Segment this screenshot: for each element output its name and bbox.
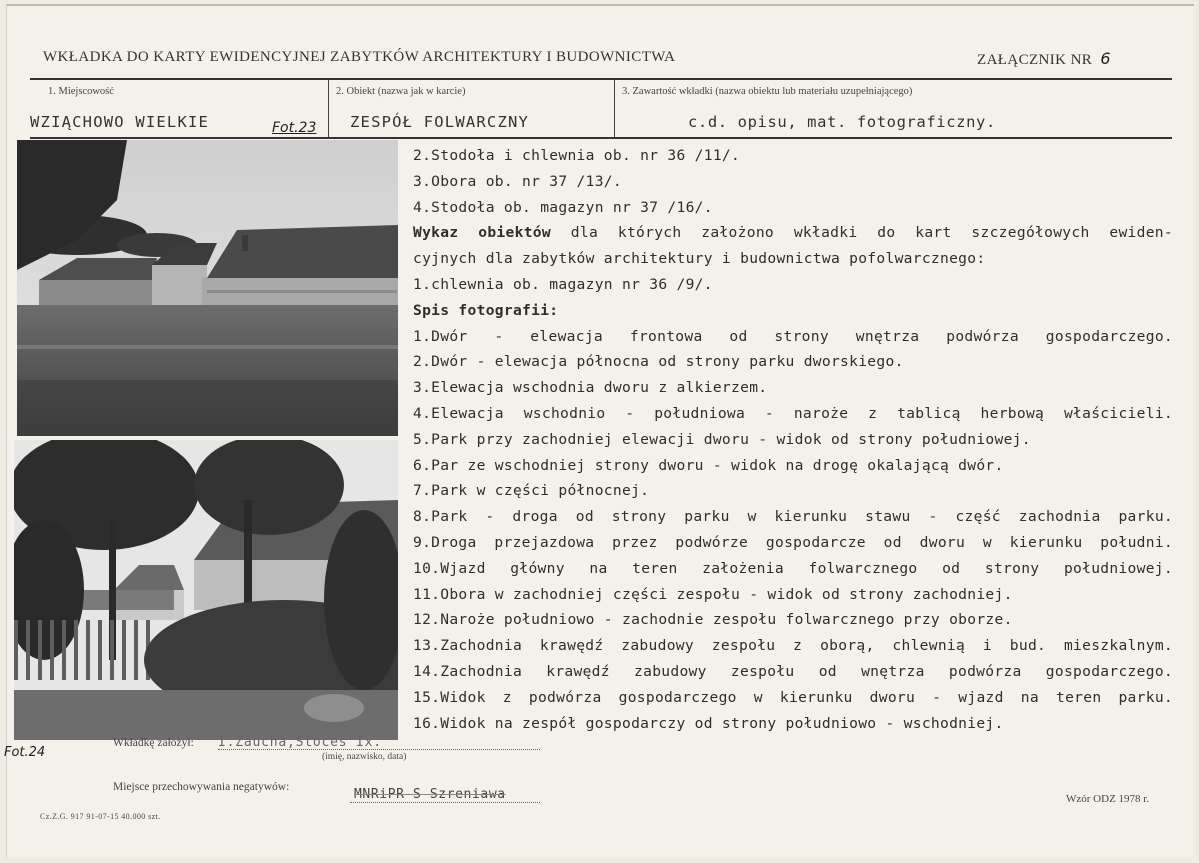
description-line-text: 2.Dwór - elewacja północna od strony parku dworskiego.	[413, 353, 904, 371]
description-line	[413, 504, 1173, 530]
photo-label-top: Fot.23	[272, 120, 317, 136]
description-line-text: 8.Park - droga od strony parku w kierunku stawu - część zachodnia parku.	[413, 508, 1173, 526]
description-line-text: 16.Widok na zespół gospodarczy od strony południowo - wschodniej.	[413, 714, 1004, 732]
description-line	[413, 607, 1173, 633]
description-line-text: 7.Park w części północnej.	[413, 482, 650, 500]
header-rule-top	[30, 78, 1172, 80]
form-title: WKŁADKA DO KARTY EWIDENCYJNEJ ZABYTKÓW ARCHITEKTURY I BUDOWNICTWA	[43, 49, 676, 65]
description-line	[413, 169, 1173, 195]
field-divider-1	[328, 80, 329, 137]
description-line	[413, 143, 1173, 169]
description-line-text: 2.Stodoła i chlewnia ob. nr 36 /11/.	[413, 147, 741, 164]
description-line	[413, 220, 1173, 246]
description-line	[413, 401, 1173, 427]
description-line	[413, 349, 1173, 375]
description-line	[413, 453, 1173, 479]
negatives-value: MNRiPR-S Szreniawa	[354, 787, 506, 802]
description-line-text: 13.Zachodnia krawędź zabudowy zespołu z oborą, chlewnią i bud. mieszkalnym.	[413, 637, 1173, 655]
description-line-text: 14.Zachodnia krawędź zabudowy zespołu od wnętrza podwórza gospodarczego.	[413, 662, 1173, 680]
description-line	[413, 375, 1173, 401]
description-line-text: 4.Stodoła ob. magazyn nr 37 /16/.	[413, 198, 713, 216]
negatives-label: Miejsce przechowywania negatywów:	[113, 781, 290, 793]
description-line	[413, 298, 1173, 324]
description-line	[413, 324, 1173, 350]
photo-trees-and-fence	[14, 440, 398, 740]
header-rule-bottom	[30, 137, 1172, 139]
description-line-text: 15.Widok z podwórza gospodarczego w kierunku dworu - wjazd na teren parku.	[413, 688, 1173, 706]
field-divider-2	[614, 80, 615, 137]
description-line	[413, 659, 1173, 685]
description-line	[413, 478, 1173, 504]
locality-value: WZIĄCHOWO WIELKIE	[30, 113, 210, 131]
author-hint: (imię, nazwisko, data)	[322, 752, 407, 762]
form-code: Wzór ODZ 1978 r.	[1066, 793, 1150, 805]
locality-label: 1. Miejscowość	[48, 86, 114, 97]
description-line-text: 3.Obora ob. nr 37 /13/.	[413, 172, 622, 190]
attachment-number: 6	[1100, 49, 1111, 68]
description-line-text: 10.Wjazd główny na teren założenia folwarcznego od strony południowej.	[413, 559, 1173, 577]
author-value: I.Zaucha,Stoces Ix.	[218, 735, 382, 750]
description-text	[413, 143, 1173, 736]
negatives-dotted-line	[350, 802, 540, 803]
description-line	[413, 633, 1173, 659]
description-line-text: 5.Park przy zachodniej elewacji dworu - widok od strony południowej.	[413, 430, 1031, 448]
description-line-text: cyjnych dla zabytków architektury i budownictwa pofolwarcznego:	[413, 250, 986, 268]
attachment-label	[977, 49, 1111, 69]
description-line-text: 12.Naroże południowo - zachodnie zespołu folwarcznego przy oborze.	[413, 611, 1013, 629]
photo-trees-and-fence-image	[14, 440, 398, 740]
description-line	[413, 711, 1173, 737]
contents-value: c.d. opisu, mat. fotograficzny.	[688, 113, 996, 131]
photo-farm-buildings	[17, 140, 398, 436]
description-line-heading: Spis fotografii:	[413, 301, 559, 319]
description-line-text: 6.Par ze wschodniej strony dworu - widok na drogę okalającą dwór.	[413, 456, 1004, 474]
author-dotted-line	[218, 749, 540, 750]
description-line-text: dla których założono wkładki do kart szczegółowych ewiden-	[550, 224, 1173, 242]
description-line	[413, 427, 1173, 453]
photo-farm-buildings-image	[17, 140, 398, 436]
description-line-text: 1.chlewnia ob. magazyn nr 36 /9/.	[413, 275, 713, 293]
description-line	[413, 556, 1173, 582]
description-line-text: 4.Elewacja wschodnio - południowa - naroże z tablicą herbową właścicieli.	[413, 404, 1173, 422]
description-line-text: 11.Obora w zachodniej części zespołu - widok od strony zachodniej.	[413, 585, 1013, 603]
description-line	[413, 685, 1173, 711]
photo-label-bottom: Fot.24	[4, 745, 46, 760]
print-code: Cz.Z.G. 917 91-07-15 40.000 szt.	[40, 812, 161, 821]
description-line-heading: Wykaz obiektów	[413, 224, 551, 242]
description-line-text: 3.Elewacja wschodnia dworu z alkierzem.	[413, 379, 768, 397]
description-line-text: 9.Droga przejazdowa przez podwórze gospodarcze od dworu w kierunku południ.	[413, 533, 1173, 551]
description-line	[413, 246, 1173, 272]
attachment-label-text: ZAŁĄCZNIK NR	[977, 52, 1093, 68]
description-line	[413, 195, 1173, 221]
object-label: 2. Obiekt (nazwa jak w karcie)	[336, 86, 466, 97]
description-line-text: 1.Dwór - elewacja frontowa od strony wnętrza podwórza gospodarczego.	[413, 327, 1173, 345]
description-line	[413, 530, 1173, 556]
contents-label: 3. Zawartość wkładki (nazwa obiektu lub materiału uzupełniającego)	[622, 86, 913, 97]
author-label: Wkładkę założył:	[113, 737, 194, 749]
description-line	[413, 582, 1173, 608]
description-line	[413, 272, 1173, 298]
object-value: ZESPÓŁ FOLWARCZNY	[350, 113, 530, 131]
